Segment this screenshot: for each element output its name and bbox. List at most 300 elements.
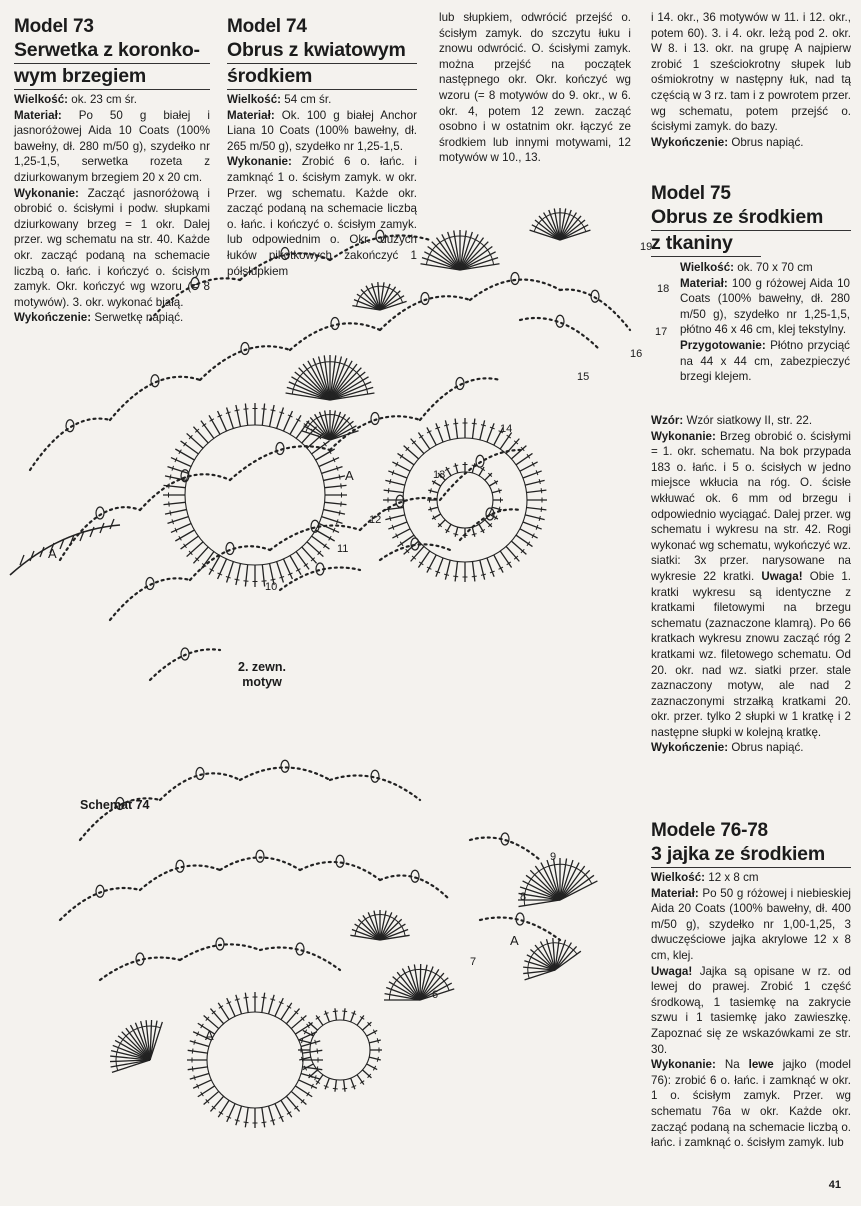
- round-number: 9: [550, 851, 557, 863]
- chain-arc: [60, 507, 140, 560]
- chain-arc: [30, 419, 110, 470]
- model75-title-line1: Obrus ze środkiem: [651, 205, 851, 231]
- lower-motif-ring-stitch: [227, 998, 235, 1016]
- lower-motif-ring-stitch: [218, 1100, 229, 1117]
- model76-execution: Wykonanie: Na lewe jajko (model 76): zrobić 6 o. łańc. i zamknąć w okr. 1 o. ścisłym zamyk. Przer. wg schematu 76a w okr. Każde okr. zacząć podaną na schemacie liczbą o. łańc. i zamknąć o. ścisłym zamyk. lub: [651, 1058, 851, 1150]
- chain-arc: [100, 958, 180, 981]
- center-motif-ring-stitch: [506, 546, 519, 561]
- outer-motif-ring-stitch: [171, 523, 191, 532]
- model75-body: [651, 413, 851, 756]
- group-a-marker: A: [205, 1028, 214, 1043]
- outer-motif-ring-stitch: [312, 441, 330, 454]
- spine-line: [10, 525, 120, 575]
- group-a-marker: A: [48, 546, 57, 561]
- outer-motif-ring-stitch-bar: [235, 579, 240, 580]
- lower-motif-ring-stitch: [262, 1108, 265, 1128]
- outer-motif-ring-stitch: [187, 542, 203, 557]
- lower-motif-ring-stitch: [227, 1104, 235, 1122]
- center-motif-inner-stitch: [492, 507, 502, 510]
- chain-arc: [480, 918, 560, 941]
- lower-motif-ring-stitch: [299, 1080, 317, 1088]
- lower-motif-inner-stitch-bar: [342, 1088, 347, 1089]
- model74-title-line1: Obrus z kwiatowym: [227, 38, 417, 64]
- chain-arc-picot: [256, 850, 264, 862]
- center-motif-ring-stitch-bar: [541, 488, 542, 493]
- center-motif-inner-stitch-bar: [472, 534, 477, 535]
- center-motif-inner-stitch-bar: [453, 465, 458, 466]
- outer-motif-ring-stitch: [227, 408, 234, 429]
- model75-size: Wielkość: ok. 70 x 70 cm: [680, 261, 813, 274]
- chain-arc: [260, 948, 340, 971]
- outer-motif-ring-stitch-bar: [271, 579, 276, 580]
- chain-arc-picot: [96, 885, 104, 897]
- lower-motif-ring-circle: [207, 1012, 303, 1108]
- center-motif-ring-stitch: [511, 446, 526, 459]
- lower-motif-inner-stitch: [299, 1040, 311, 1043]
- col4-top: [651, 10, 851, 150]
- lower-motif-inner-stitch: [369, 1040, 381, 1043]
- outer-motif-ring-stitch: [296, 552, 309, 570]
- model76-title: 3 jajka ze środkiem: [651, 842, 851, 868]
- outer-motif-ring-stitch: [164, 502, 186, 504]
- outer-motif-ring-stitch: [218, 411, 227, 431]
- lower-motif-inner-stitch: [362, 1070, 371, 1078]
- outer-motif-ring-stitch: [319, 458, 339, 467]
- center-motif-ring-stitch: [385, 515, 404, 520]
- model76-size: Wielkość: 12 x 8 cm: [651, 871, 759, 884]
- center-motif-ring-stitch: [384, 490, 404, 492]
- center-motif-ring-stitch-bar: [472, 576, 477, 577]
- model75-intro: [680, 260, 850, 385]
- center-motif-ring-stitch: [404, 446, 419, 459]
- center-motif-ring-stitch: [487, 423, 494, 442]
- center-motif-ring-stitch: [520, 529, 538, 538]
- model74-material: Materiał: Ok. 100 g białej Anchor Liana 10 Coats (100% bawełny, dł. 265 m/50 g), szydełko nr 1,25-1,5.: [227, 108, 417, 153]
- outer-motif-ring-stitch: [201, 421, 214, 439]
- center-motif-ring-stitch: [527, 507, 547, 509]
- chain-arc: [110, 578, 190, 620]
- model74-execution: Wykonanie: Zrobić 6 o. łańc. i zamknąć 1 o. ścisłym zamyk. w okr. Przer. wg schematu. Każde okr. zacząć podaną na schemacie liczbą o. łańc. i kończyć o. ścisłym zamyk. lub odpowiednim o. Okr. dużych łuków pikotkowych zakończyć 1 półsłupkiem: [227, 155, 417, 278]
- model75-number: Model 75: [651, 183, 731, 204]
- center-motif-inner-circle: [437, 472, 493, 528]
- group-a-marker: A: [510, 933, 519, 948]
- center-motif-inner-stitch-bar: [430, 507, 431, 512]
- outer-motif-ring-stitch: [175, 530, 194, 541]
- outer-motif-ring-stitch-bar: [235, 410, 240, 411]
- round-number: 10: [265, 581, 278, 593]
- outer-motif-ring-stitch-bar: [169, 483, 170, 488]
- center-motif-ring-stitch-bar: [481, 574, 486, 575]
- outer-motif-ring-stitch-bar: [341, 483, 342, 488]
- chain-arc-picot: [96, 507, 104, 519]
- center-motif-ring-stitch: [418, 551, 429, 567]
- chain-arc: [330, 776, 420, 801]
- lower-motif-ring-stitch-bar: [261, 997, 266, 998]
- center-motif-ring-stitch: [385, 480, 404, 485]
- center-motif-ring-stitch-bar: [444, 574, 449, 575]
- center-motif-inner-stitch-bar: [453, 534, 458, 535]
- center-motif-inner-stitch: [455, 527, 458, 537]
- center-motif-ring-stitch: [487, 558, 494, 577]
- crochet-chart: [0, 180, 670, 1201]
- model73-title-line2: wym brzegiem: [14, 64, 210, 90]
- outer-motif-ring-stitch: [323, 510, 345, 515]
- center-motif-ring-stitch-bar: [390, 516, 391, 521]
- outer-motif-ring-stitch: [245, 404, 247, 426]
- center-motif-ring-stitch-bar: [388, 507, 389, 512]
- outer-motif-ring-stitch: [165, 510, 187, 515]
- chain-arc: [560, 290, 630, 331]
- center-motif-ring-stitch: [527, 490, 547, 492]
- outer-motif-ring-stitch: [236, 563, 241, 585]
- model74-title: [227, 38, 417, 90]
- outer-motif-ring-stitch: [270, 405, 275, 427]
- model75-material: Materiał: 100 g różowej Aida 10 Coats (100% bawełny, dł. 280 m/50 g), szydełko nr 1,25-1,5, płótno 46 x 46 cm, klej tekstylny.: [680, 276, 850, 337]
- lower-motif-ring-stitch-bar: [244, 997, 249, 998]
- lower-motif-inner-stitch: [335, 1008, 336, 1020]
- lower-motif-ring-stitch: [210, 1009, 223, 1024]
- lower-motif-ring-stitch: [218, 1003, 229, 1020]
- chain-arc-picot: [511, 273, 519, 285]
- center-motif-ring-stitch: [500, 551, 511, 567]
- center-motif-inner-stitch: [485, 473, 492, 480]
- outer-motif-ring-stitch-bar: [262, 409, 267, 410]
- center-motif-ring-stitch: [411, 439, 424, 454]
- chain-arc-picot: [421, 293, 429, 305]
- round-number: 15: [577, 371, 590, 383]
- lower-motif-inner-stitch: [362, 1022, 371, 1030]
- outer-motif-ring-stitch-bar: [169, 502, 170, 507]
- lower-motif-ring-stitch: [269, 1106, 275, 1125]
- center-motif-ring-stitch: [427, 427, 436, 445]
- model73-finish: Wykończenie: Serwetkę napiąć.: [14, 311, 184, 325]
- lower-motif-ring-stitch-bar: [235, 999, 240, 1000]
- outer-motif-ring-stitch: [168, 517, 189, 524]
- model76-number: Modele 76-78: [651, 820, 768, 841]
- lower-motif-ring-stitch: [275, 998, 283, 1016]
- round-number: 18: [657, 283, 670, 295]
- center-motif-ring-stitch: [480, 420, 485, 439]
- center-motif-ring-stitch: [516, 453, 532, 464]
- chain-arc: [300, 862, 380, 880]
- col4-finish: Wykończenie: Obrus napiąć.: [651, 135, 804, 149]
- outer-motif-ring-stitch: [209, 415, 220, 434]
- lower-motif-ring-stitch: [281, 1003, 292, 1020]
- outer-motif-ring-stitch: [245, 565, 247, 587]
- model76-material: Materiał: Po 50 g różowej i niebieskiej Aida 20 Coats (100% bawełny, dł. 400 m/50 g), szydełko nr 1,00-1,25, 3 dwuczęściowe jajka akrylowe 12 x 8 cm, klej.: [651, 886, 851, 962]
- outer-motif-ring-stitch: [322, 517, 343, 524]
- lower-motif-ring-stitch: [204, 1015, 219, 1028]
- lower-motif-ring-stitch: [269, 995, 275, 1014]
- outer-motif-ring-stitch: [277, 562, 284, 583]
- center-motif-ring-stitch-bar: [481, 425, 486, 426]
- lower-motif-ring-stitch: [291, 1015, 306, 1028]
- model76-column: [651, 820, 851, 1151]
- outer-motif-ring-stitch: [187, 433, 203, 448]
- center-motif-ring-stitch: [384, 507, 404, 509]
- lower-motif-ring-stitch: [286, 1009, 299, 1024]
- lower-motif-ring-stitch: [210, 1096, 223, 1111]
- chain-arc: [60, 888, 140, 920]
- lower-motif-ring-stitch-bar: [315, 1075, 316, 1080]
- round-number: 12: [369, 514, 382, 526]
- model75-prep: Przygotowanie: Płótno przyciąć na 44 x 44 cm, zabezpieczyć brzegi klejem.: [680, 338, 850, 384]
- center-motif-inner-stitch: [485, 520, 492, 527]
- outer-motif-ring-stitch: [171, 458, 191, 467]
- model73-size: Wielkość: ok. 23 cm śr.: [14, 93, 137, 106]
- lower-motif-ring-stitch: [262, 993, 265, 1013]
- outer-motif-ring-stitch-bar: [243, 581, 248, 582]
- center-motif-ring-stitch: [445, 420, 450, 439]
- outer-motif-ring-stitch: [316, 530, 335, 541]
- outer-motif-ring-stitch: [302, 547, 317, 563]
- center-motif-ring-stitch-bar: [444, 425, 449, 426]
- model75-execution: Wykonanie: Brzeg obrobić o. ścisłymi = 1. okr. schematu. Na bok przypada 183 o. łańc. i 5 o. ścisłych w jedno miejsce wkłucia na róg. O. ścisłe wkłuwać ok. 6 mm od brzegu i odpowiednio wyciągać. Dalej przer. wg schematu i wykresu na str. 42. Rogi wykonać wg schematu, wykończyć wz. siatki: 3x przer. narysowane na wykresie 22 kratki. Uwaga! Obie 1. kratki wykresu są identyczne z kratkami filetowymi na brzegu schematu (zaznaczone klamrą). Po 66 kratkach wykresu znowu zacząć róg 2 kratkami wz. filetowego schematu. Od 20. okr. nad wz. siatki przer. stale zaznaczony motyw, ale nad 2 zaznaczonymi strzałką kratkami 20. okr. przer. tylko 2 słupki w 1 kratkę i 2 następne słupki w kolejną kratkę.: [651, 429, 851, 739]
- center-motif-ring-stitch-bar: [539, 516, 540, 521]
- lower-motif-ring-stitch-bar: [192, 1049, 193, 1054]
- outer-motif-ring-stitch-bar: [170, 511, 171, 516]
- outer-motif-ring-stitch: [236, 405, 241, 427]
- lower-motif-ring-stitch-bar: [317, 1049, 318, 1054]
- model76-warning: Uwaga! Jajka są opisane w rz. od lewej do prawej. Zrobić 1 część środkową, 1 tasiemkę na zakrycie szwu i 1 tasiemkę jako zawieszkę. Zapoznać się ze wskazówkami ze str. 30.: [651, 964, 851, 1056]
- chain-arc: [110, 377, 200, 420]
- model73-title: [14, 38, 210, 90]
- outer-motif-ring-stitch: [193, 547, 208, 563]
- outer-motif-ring-stitch: [312, 536, 330, 549]
- chain-arc: [190, 546, 270, 580]
- lower-motif-ring-stitch-bar: [270, 999, 275, 1000]
- lower-motif-inner-stitch-bar: [377, 1038, 378, 1043]
- lower-motif-inner-stitch: [344, 1008, 345, 1020]
- lower-motif-ring-stitch-bar: [192, 1066, 193, 1071]
- model74-title-line2: środkiem: [227, 64, 417, 90]
- col4-top-text: i 14. okr., 36 motywów w 11. i 12. okr., potem 60). 3. i 4. okr. leżą pod 2. okr. W 8. i 13. okr. na grupę A najpierw zrobić 1 sześciokrotny słupek lub ośmiokrotny w następny łuk, nad tą częścią w 3 rz. tam i z powrotem przer. wg schematu, potem przejść o. ścisłymi zamyk. do bazy.: [651, 11, 851, 134]
- outer-motif-ring-stitch-bar: [271, 410, 276, 411]
- center-motif-inner-stitch: [492, 490, 502, 493]
- center-motif-ring-stitch: [525, 515, 544, 520]
- round-number: 19: [640, 241, 653, 253]
- center-motif-ring-stitch-bar: [472, 423, 477, 424]
- lower-motif-inner-stitch: [325, 1011, 329, 1022]
- center-motif-ring-stitch-bar: [541, 507, 542, 512]
- model75-pattern: Wzór: Wzór siatkowy II, str. 22.: [651, 414, 813, 427]
- lower-motif-ring-stitch: [275, 1104, 283, 1122]
- model75-title: [651, 205, 851, 257]
- outer-motif-ring-stitch-bar: [170, 475, 171, 480]
- center-motif-ring-stitch: [455, 419, 457, 439]
- center-motif-ring-stitch: [388, 471, 407, 478]
- center-motif-inner-stitch: [428, 507, 438, 510]
- center-motif-inner-stitch: [438, 520, 445, 527]
- lower-motif-inner-stitch-bar: [377, 1057, 378, 1062]
- chain-arc: [520, 318, 600, 350]
- outer-motif-ring-stitch: [193, 427, 208, 443]
- lower-motif-ring-stitch: [188, 1050, 208, 1053]
- model73-execution: Wykonanie: Zacząć jasnoróżową i obrobić o. ścisłymi i podw. słupkami dziurkowany brzeg = 1 okr. Dalej przer. wg schematu na str. 40. Każde okr. zacząć podaną na schemacie liczbą o. łańc. i kończyć o. ścisłym zamyk. Okr. kończyć wg wzoru (= 8 motywów). 3. okr. wykonać białą.: [14, 186, 210, 309]
- lower-motif-ring-stitch: [245, 993, 248, 1013]
- lower-motif-inner-stitch: [344, 1080, 345, 1092]
- center-motif-ring-stitch: [392, 462, 410, 471]
- chain-arc: [150, 649, 220, 680]
- outer-motif-ring-stitch: [218, 559, 227, 579]
- lower-motif-inner-stitch: [351, 1078, 355, 1089]
- center-motif-ring-stitch: [436, 423, 443, 442]
- outer-motif-ring-stitch: [262, 404, 264, 426]
- lower-motif-inner-stitch-bar: [333, 1088, 338, 1089]
- center-motif-ring-stitch-bar: [388, 488, 389, 493]
- center-motif-ring-stitch: [455, 562, 457, 582]
- model75-title-line2: z tkaniny: [651, 231, 761, 257]
- outer-motif-ring-stitch: [277, 408, 284, 429]
- round-number: 16: [630, 348, 643, 360]
- lower-motif-ring-stitch: [291, 1091, 306, 1104]
- center-motif-ring-stitch: [388, 522, 407, 529]
- crochet-diagram: [0, 180, 670, 1201]
- outer-motif-ring-stitch: [325, 485, 347, 487]
- chain-arc: [330, 236, 430, 261]
- lower-motif-ring-stitch: [204, 1091, 219, 1104]
- model73-material: Materiał: Po 50 g białej i jasnoróżowej Aida 10 Coats (100% bawełny, dł. 280 m/50 g), szydełko nr 1,25-1,5, serwetka rozeta z dziurkowanym brzegiem 20 x 20 cm.: [14, 108, 210, 184]
- center-motif-inner-stitch-bar: [430, 488, 431, 493]
- chain-arc-picot: [281, 760, 289, 772]
- center-motif-inner-stitch: [428, 490, 438, 493]
- lower-motif-ring-stitch-bar: [194, 1075, 195, 1080]
- lower-motif-inner-stitch: [335, 1080, 336, 1092]
- center-motif-ring-stitch-bar: [453, 576, 458, 577]
- round-number: 7: [470, 956, 477, 968]
- lower-motif-ring-stitch: [281, 1100, 292, 1117]
- center-motif-ring-stitch: [494, 555, 503, 573]
- chain-arc: [180, 944, 260, 960]
- round-number: 11: [337, 543, 349, 555]
- center-motif-ring-stitch: [445, 560, 450, 579]
- outer-motif-ring-stitch: [227, 562, 234, 583]
- model75-finish: Wykończenie: Obrus napiąć.: [651, 741, 804, 755]
- lower-motif-inner-circle: [310, 1020, 370, 1080]
- center-motif-ring-stitch: [480, 560, 485, 579]
- center-motif-ring-stitch: [436, 558, 443, 577]
- round-number: 8: [520, 891, 527, 903]
- motif-label: 2. zewn. motyw: [238, 660, 286, 689]
- center-motif-ring-stitch-bar: [453, 423, 458, 424]
- lower-motif-ring-stitch: [193, 1080, 211, 1088]
- outer-motif-ring-stitch-bar: [339, 511, 340, 516]
- outer-motif-ring-stitch: [290, 556, 301, 575]
- outer-motif-ring-stitch: [290, 415, 301, 434]
- center-motif-ring-stitch: [472, 562, 474, 582]
- center-motif-ring-stitch: [511, 541, 526, 554]
- outer-motif-ring-stitch-bar: [243, 409, 248, 410]
- center-motif-ring-stitch-bar: [390, 479, 391, 484]
- outer-motif-ring-stitch: [307, 542, 323, 557]
- center-motif-ring-stitch: [427, 555, 436, 573]
- chain-arc: [470, 838, 540, 861]
- lower-motif-ring-stitch: [188, 1067, 208, 1070]
- outer-motif-ring-stitch: [316, 449, 335, 460]
- outer-motif-ring-stitch: [283, 559, 292, 579]
- page-number: 41: [828, 1179, 841, 1191]
- lower-motif-ring-stitch: [236, 995, 242, 1014]
- center-motif-inner-stitch: [455, 463, 458, 473]
- center-motif-ring-stitch: [516, 535, 532, 546]
- outer-motif-ring-stitch: [181, 536, 199, 549]
- outer-motif-ring-stitch: [175, 449, 194, 460]
- center-motif-ring-stitch: [523, 522, 542, 529]
- chain-arc: [160, 773, 240, 800]
- chain-arc: [380, 876, 450, 901]
- chain-arc: [220, 858, 300, 871]
- round-number: 14: [500, 423, 513, 435]
- round-number: 6: [432, 989, 439, 1001]
- center-motif-ring-stitch: [392, 529, 410, 538]
- center-motif-ring-stitch: [418, 433, 429, 449]
- lower-motif-ring-stitch: [245, 1108, 248, 1128]
- lower-motif-ring-stitch-bar: [194, 1040, 195, 1045]
- model75-heading: [651, 183, 851, 259]
- lower-motif-ring-stitch: [295, 1086, 312, 1097]
- chain-arc: [470, 280, 560, 300]
- model74-size: Wielkość: 54 cm śr.: [227, 93, 332, 106]
- center-motif-ring-circle: [403, 438, 527, 562]
- lower-motif-ring-stitch-bar: [261, 1122, 266, 1123]
- center-motif-ring-stitch: [523, 471, 542, 478]
- lower-motif-ring-stitch-bar: [244, 1122, 249, 1123]
- chain-arc: [240, 253, 330, 280]
- model74-continued-column: [439, 10, 631, 166]
- group-a-marker: A: [345, 468, 354, 483]
- center-motif-inner-stitch: [472, 463, 475, 473]
- lower-motif-inner-stitch: [325, 1078, 329, 1089]
- chain-arc: [240, 768, 330, 781]
- outer-motif-ring-stitch-bar: [339, 475, 340, 480]
- center-motif-ring-stitch: [525, 480, 544, 485]
- chain-arc: [140, 866, 220, 891]
- chain-arc: [150, 278, 240, 320]
- lower-motif-ring-stitch: [303, 1050, 323, 1053]
- outer-motif-ring-stitch: [322, 467, 343, 474]
- spine-stitch: [90, 527, 94, 537]
- center-motif-inner-stitch: [472, 527, 475, 537]
- outer-motif-ring-stitch: [283, 411, 292, 431]
- center-motif-ring-stitch: [398, 453, 414, 464]
- lower-motif-ring-stitch: [190, 1074, 209, 1080]
- lower-motif-inner-stitch-bar: [333, 1011, 338, 1012]
- chain-arc-picot: [241, 343, 249, 355]
- chain-arc: [420, 378, 500, 420]
- model74-continued-text: lub słupkiem, odwrócić przejść o. ścisłym zamyk. do szczytu łuku i znowu odwrócić. O. ścisłymi zamyk. można przejść na początek następnego okr. Okr. kończyć wg wzoru (= 8 motywów do 9. okr., w 6. okr. 4, potem 12 zewn. zacząć osobno i w ostatnim okr. łączyć ze środkiem lub innymi motywami, 12 motywów w 10., 13.: [439, 11, 631, 165]
- lower-motif-ring-stitch: [286, 1096, 299, 1111]
- lower-motif-ring-stitch: [198, 1086, 215, 1097]
- lower-motif-ring-stitch: [236, 1106, 242, 1125]
- outer-motif-ring-stitch-bar: [341, 502, 342, 507]
- chain-arc-picot: [196, 768, 204, 780]
- chain-arc: [380, 544, 450, 560]
- lower-motif-inner-stitch: [351, 1011, 355, 1022]
- chain-arc-picot: [371, 413, 379, 425]
- lower-motif-ring-stitch-bar: [235, 1120, 240, 1121]
- chain-arc: [290, 323, 380, 350]
- round-number: 17: [655, 326, 668, 338]
- scheme-label: Schemat 74: [80, 798, 150, 812]
- model74-number: Model 74: [227, 16, 307, 37]
- lower-motif-ring-stitch-bar: [315, 1040, 316, 1045]
- center-motif-ring-stitch-bar: [539, 479, 540, 484]
- center-motif-ring-stitch: [472, 419, 474, 439]
- center-motif-inner-stitch-bar: [499, 488, 500, 493]
- chain-arc: [200, 346, 290, 380]
- lower-motif-inner-stitch-bar: [342, 1011, 347, 1012]
- outer-motif-ring-stitch: [323, 476, 345, 481]
